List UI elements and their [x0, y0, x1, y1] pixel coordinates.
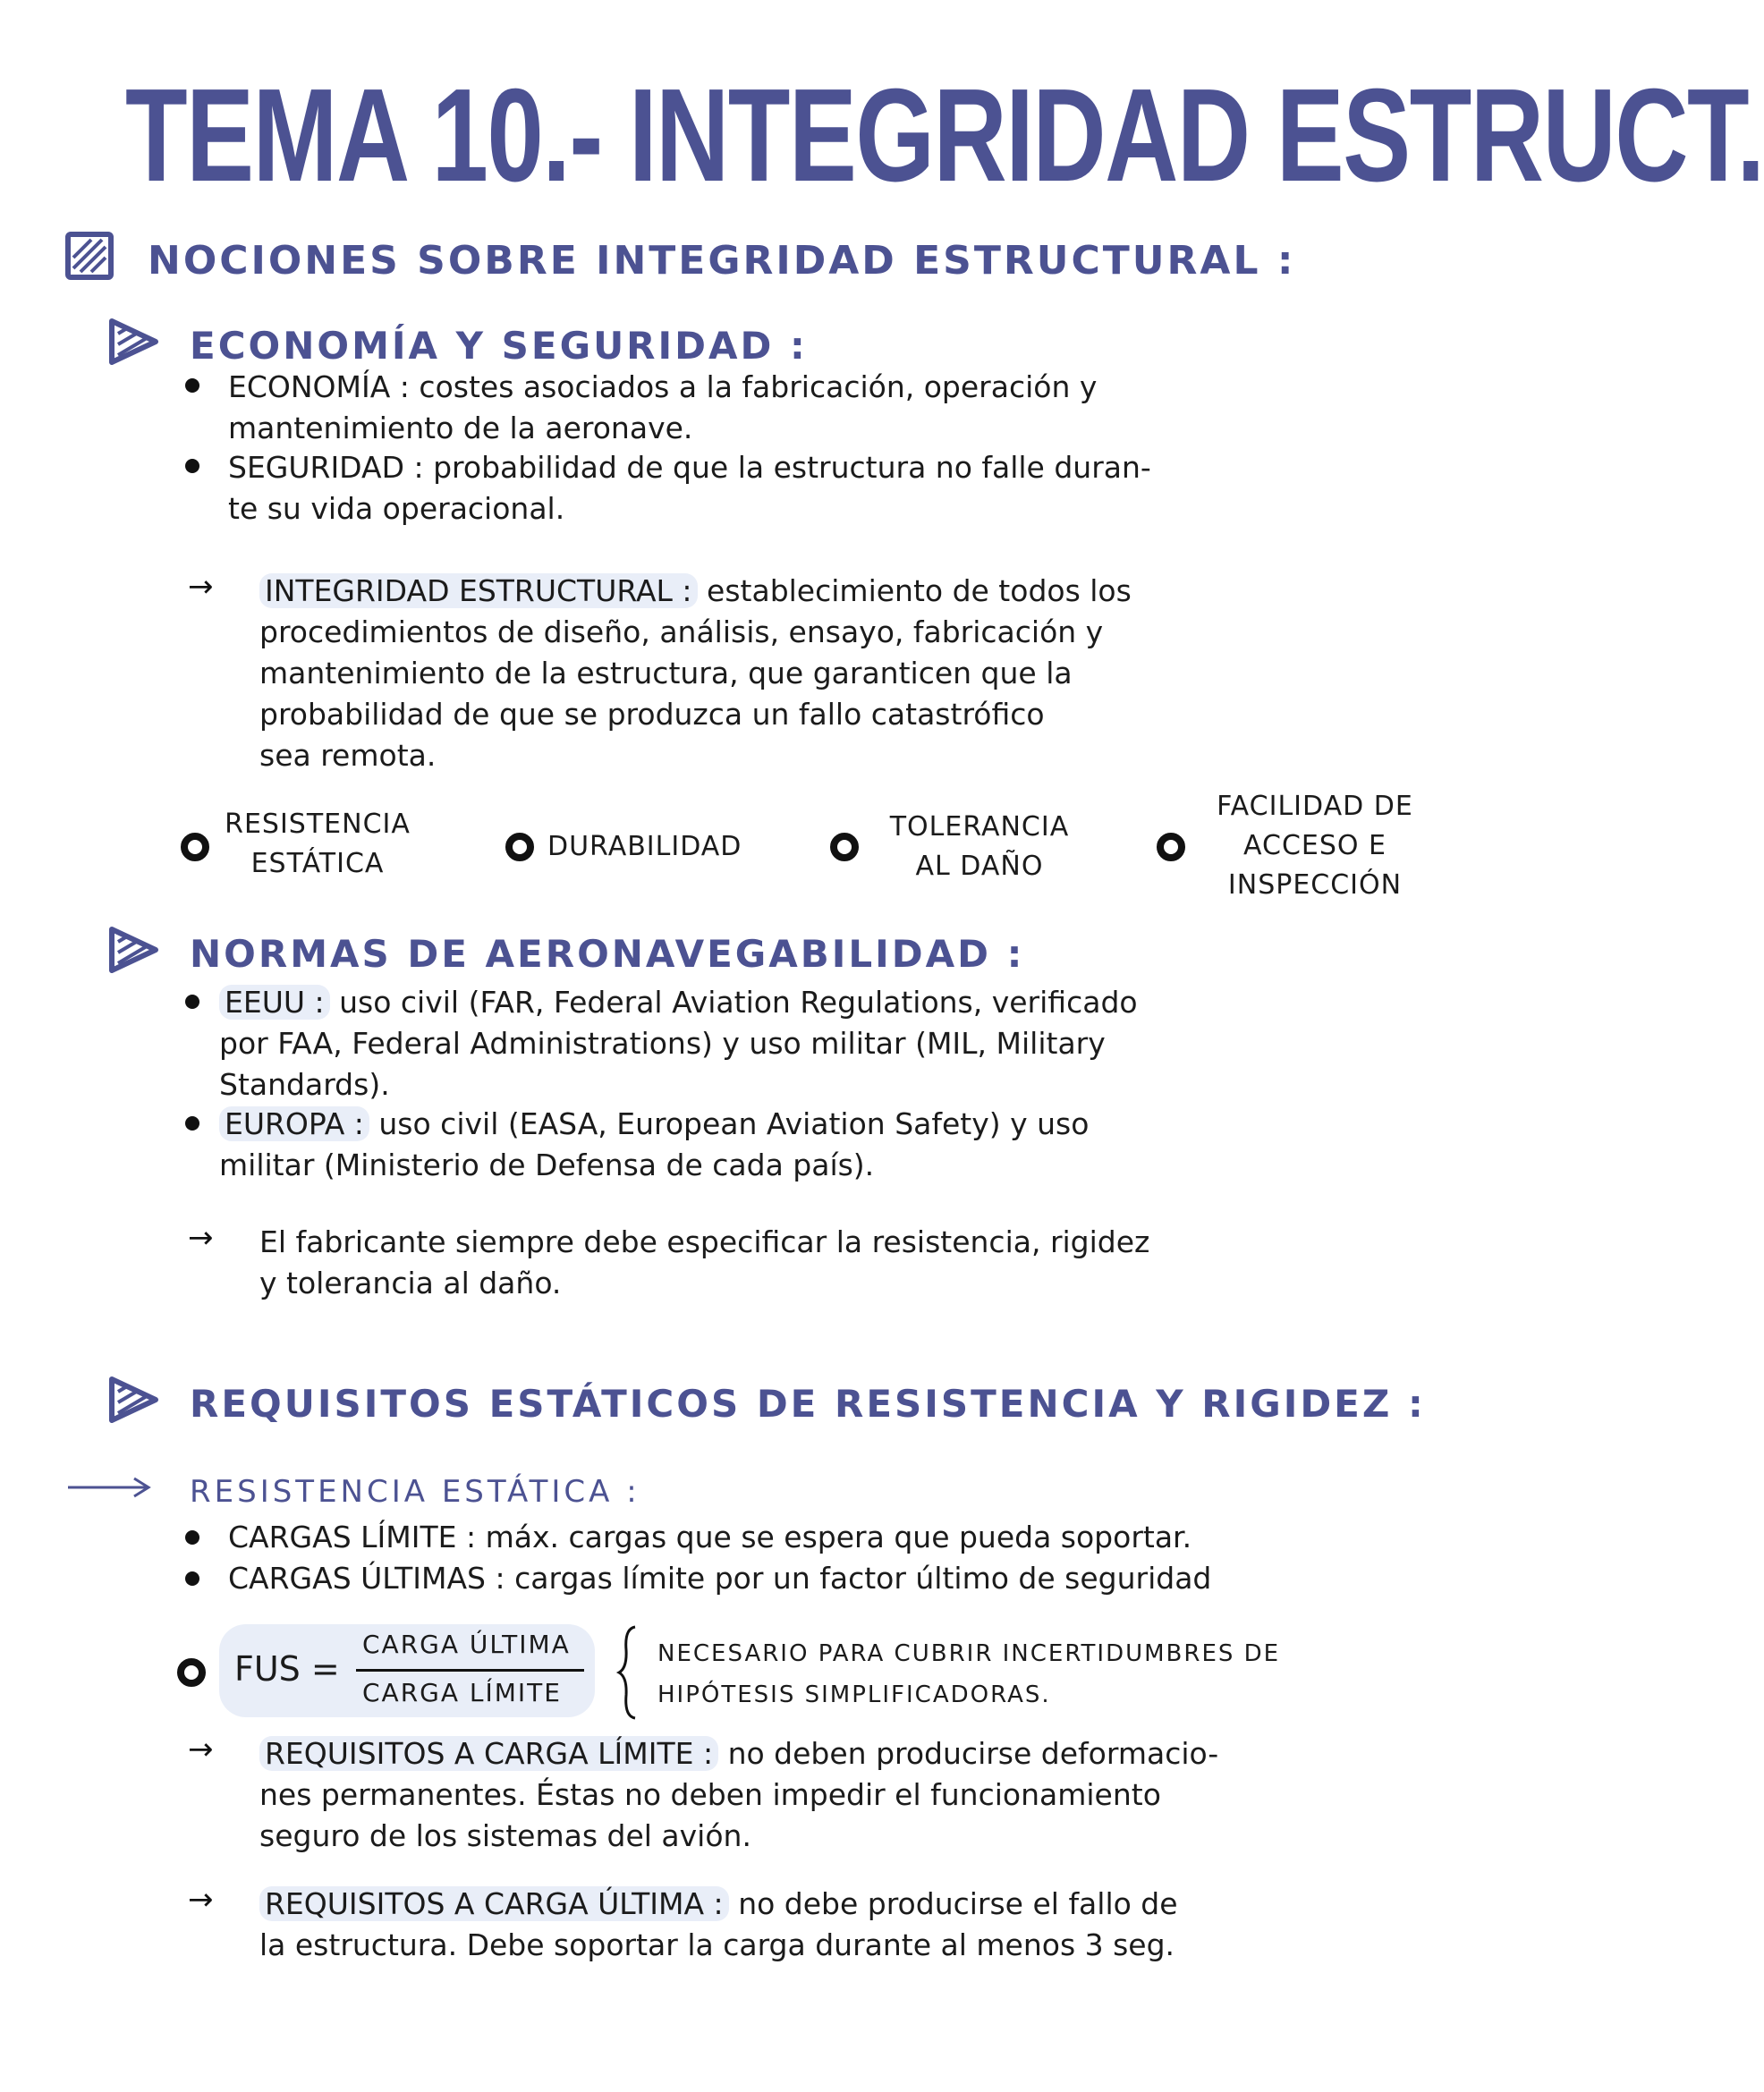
ring-bullet-icon [1157, 833, 1185, 861]
item-text: te su vida operacional. [228, 491, 565, 526]
requirement-limit-load [259, 1733, 1449, 1857]
fraction-denominator: CARGA LÍMITE [362, 1678, 562, 1707]
item-text: costes asociados a la fabricación, operación y [419, 369, 1098, 404]
fraction-line [356, 1669, 584, 1672]
list-item [228, 1558, 1463, 1599]
highlight-label: EEUU : [219, 985, 330, 1020]
list-item [228, 1517, 1463, 1558]
subsection-heading: REQUISITOS ESTÁTICOS DE RESISTENCIA Y RIGIDEZ : [190, 1382, 1426, 1426]
item-text: uso civil (EASA, European Aviation Safety) y uso [378, 1106, 1090, 1141]
arrow-right-icon: → [188, 569, 214, 605]
subsection-heading: NORMAS DE AERONAVEGABILIDAD : [190, 932, 1025, 976]
highlight-label: EUROPA : [219, 1106, 369, 1141]
note-text: mantenimiento de la estructura, que garanticen que la [259, 656, 1073, 690]
triangle-marker-icon [107, 1376, 159, 1427]
pillar-text: ESTÁTICA [250, 848, 385, 879]
subsection-heading: ECONOMÍA Y SEGURIDAD : [190, 324, 808, 368]
item-label: CARGAS LÍMITE : [228, 1520, 477, 1554]
long-arrow-icon [64, 1474, 154, 1504]
pillar-text: DURABILIDAD [547, 831, 742, 862]
bullet-icon [185, 995, 199, 1009]
ring-bullet-icon [505, 833, 534, 861]
item-text: máx. cargas que se espera que pueda soportar. [485, 1520, 1192, 1554]
req-text: no debe producirse el fallo de [738, 1886, 1178, 1921]
brace-icon [615, 1623, 642, 1725]
pillar-item [547, 827, 789, 867]
item-text: uso civil (FAR, Federal Aviation Regulations, verificado [339, 985, 1138, 1020]
note-text: El fabricante siempre debe especificar la resistencia, rigidez [259, 1224, 1150, 1259]
pillar-text: RESISTENCIA [225, 809, 411, 840]
req-text: nes permanentes. Éstas no deben impedir el funcionamiento [259, 1777, 1161, 1812]
pillar-item [215, 805, 420, 884]
item-text: probabilidad de que la estructura no falle duran- [433, 450, 1151, 485]
pillar-text: FACILIDAD DE [1217, 791, 1413, 822]
item-text: Standards). [219, 1067, 390, 1102]
item-text: por FAA, Federal Administrations) y uso militar (MIL, Military [219, 1026, 1106, 1061]
subheading: RESISTENCIA ESTÁTICA : [190, 1474, 640, 1510]
note-text: NECESARIO PARA CUBRIR INCERTIDUMBRES DE [657, 1640, 1281, 1667]
triangle-marker-icon [107, 926, 159, 978]
list-item [228, 367, 1445, 449]
highlight-label: INTEGRIDAD ESTRUCTURAL : [259, 573, 698, 608]
req-text: no deben producirse deformacio- [727, 1736, 1219, 1771]
req-text: la estructura. Debe soportar la carga durante al menos 3 seg. [259, 1927, 1175, 1962]
item-text: militar (Ministerio de Defensa de cada país). [219, 1148, 875, 1182]
item-text: cargas límite por un factor último de seguridad [514, 1561, 1212, 1596]
fraction-numerator: CARGA ÚLTIMA [362, 1630, 571, 1659]
list-item [228, 447, 1463, 529]
hatched-square-icon [64, 231, 114, 284]
pillar-text: INSPECCIÓN [1227, 869, 1403, 901]
fus-label: FUS = [234, 1649, 340, 1689]
ring-bullet-icon [830, 833, 859, 861]
item-label: CARGAS ÚLTIMAS : [228, 1561, 505, 1596]
manufacturer-note [259, 1222, 1449, 1304]
pillar-text: ACCESO E [1243, 830, 1387, 861]
section-heading: NOCIONES SOBRE INTEGRIDAD ESTRUCTURAL : [148, 238, 1296, 284]
ring-bullet-icon [181, 833, 209, 861]
note-text: HIPÓTESIS SIMPLIFICADORAS. [657, 1681, 1051, 1708]
list-item [219, 982, 1454, 1105]
bullet-icon [185, 378, 199, 393]
note-text: establecimiento de todos los [707, 573, 1132, 608]
item-label: SEGURIDAD : [228, 450, 424, 485]
definition-note [259, 571, 1440, 776]
list-item [219, 1104, 1454, 1186]
req-text: seguro de los sistemas del avión. [259, 1818, 751, 1853]
ring-bullet-icon [177, 1658, 206, 1687]
note-text: procedimientos de diseño, análisis, ensayo, fabricación y [259, 614, 1104, 649]
bullet-icon [185, 1530, 199, 1545]
pillar-text: AL DAÑO [915, 851, 1044, 882]
highlight-label: REQUISITOS A CARGA ÚLTIMA : [259, 1886, 729, 1921]
note-text: probabilidad de que se produzca un fallo catastrófico [259, 697, 1045, 732]
highlight-label: REQUISITOS A CARGA LÍMITE : [259, 1736, 718, 1771]
triangle-marker-icon [107, 318, 159, 369]
arrow-right-icon: → [188, 1882, 214, 1918]
item-text: mantenimiento de la aeronave. [228, 411, 693, 445]
arrow-right-icon: → [188, 1220, 214, 1256]
note-text: y tolerancia al daño. [259, 1266, 562, 1300]
bullet-icon [185, 459, 199, 473]
requirement-ultimate-load [259, 1884, 1449, 1966]
fus-note [657, 1633, 1280, 1715]
arrow-right-icon: → [188, 1732, 214, 1767]
item-label: ECONOMÍA : [228, 369, 410, 404]
pillar-text: TOLERANCIA [889, 811, 1070, 843]
bullet-icon [185, 1571, 199, 1586]
pillar-item [872, 808, 1087, 886]
bullet-icon [185, 1116, 199, 1131]
pillar-item [1194, 787, 1436, 905]
note-text: sea remota. [259, 738, 437, 773]
page-title: TEMA 10.- INTEGRIDAD ESTRUCT. [125, 62, 1764, 209]
